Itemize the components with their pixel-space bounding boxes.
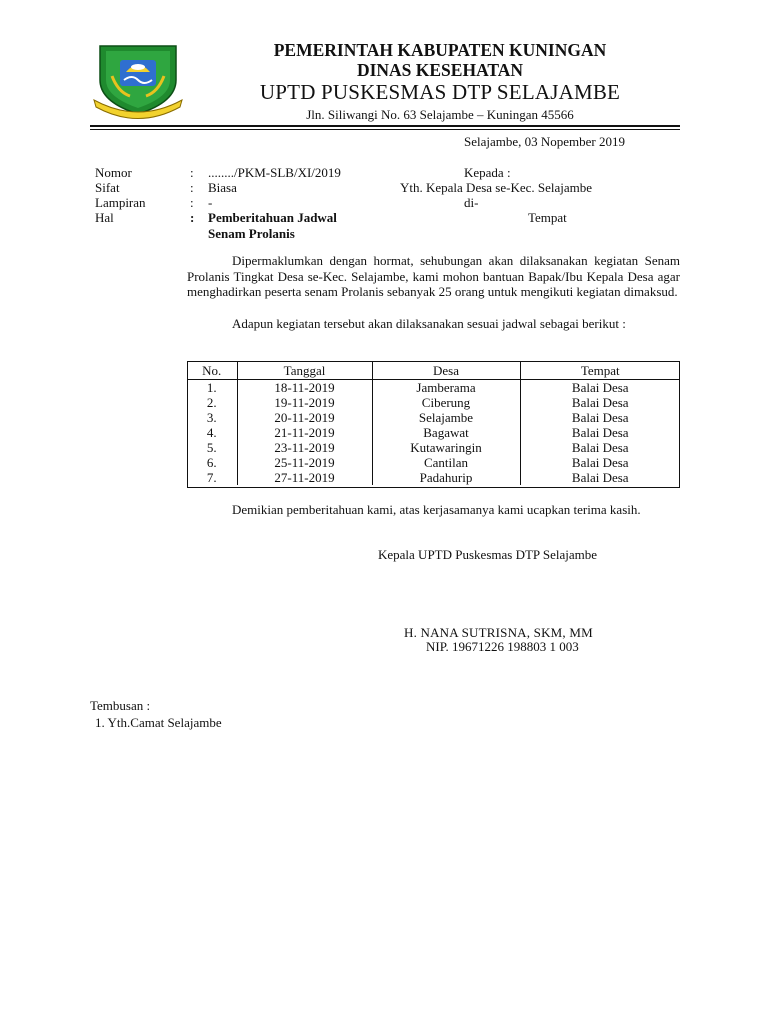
column-header-tempat: Tempat (520, 361, 680, 380)
schedule-table (187, 361, 680, 485)
cell-no: 6. (206, 455, 217, 470)
body-paragraph-2: Adapun kegiatan tersebut akan dilaksanakan sesuai jadwal sebagai berikut : (232, 316, 626, 331)
signature-title: Kepala UPTD Puskesmas DTP Selajambe (378, 547, 598, 562)
cell-desa: Selajambe (372, 410, 520, 425)
cell-tempat: Balai Desa (520, 380, 680, 396)
letterhead-address: Jln. Siliwangi No. 63 Selajambe – Kuningan 45566 (306, 107, 574, 122)
cell-no: 5. (206, 440, 217, 455)
cell-no: 1. (206, 380, 217, 395)
letterhead-rule-thin (90, 129, 680, 130)
recipient-kepada: Kepada : (464, 165, 511, 180)
letterhead-line-department: DINAS KESEHATAN (356, 60, 524, 80)
hal-value-line-1: Pemberitahuan Jadwal (208, 210, 337, 225)
cell-tanggal: 20-11-2019 (237, 410, 372, 425)
cell-desa: Ciberung (372, 395, 520, 410)
sifat-colon: : (190, 180, 194, 195)
cell-desa: Bagawat (372, 425, 520, 440)
letterhead (200, 40, 680, 124)
hal-label: Hal (95, 210, 114, 225)
column-header-tanggal: Tanggal (237, 361, 372, 380)
table-row (187, 470, 680, 485)
cell-tanggal: 27-11-2019 (237, 470, 372, 485)
column-header-no: No. (187, 361, 237, 380)
signature-nip: NIP. 19671226 198803 1 003 (426, 639, 579, 654)
recipient-di: di- (464, 195, 479, 210)
cell-tempat: Balai Desa (520, 470, 680, 485)
letter-date: Selajambe, 03 Nopember 2019 (464, 134, 626, 149)
letterhead-line-government: PEMERINTAH KABUPATEN KUNINGAN (273, 40, 607, 60)
cell-no: 2. (206, 395, 217, 410)
nomor-colon: : (190, 165, 194, 180)
sifat-value: Biasa (208, 180, 237, 195)
table-row (187, 410, 680, 425)
tembusan-item: 1. Yth.Camat Selajambe (95, 715, 222, 730)
cell-tanggal: 25-11-2019 (237, 455, 372, 470)
nomor-label: Nomor (95, 165, 132, 180)
table-header-row (187, 361, 680, 380)
column-header-desa: Desa (372, 361, 520, 380)
cell-desa: Cantilan (372, 455, 520, 470)
cell-tanggal: 19-11-2019 (237, 395, 372, 410)
cell-tempat: Balai Desa (520, 455, 680, 470)
nomor-value: ......../PKM-SLB/XI/2019 (208, 165, 341, 180)
lampiran-value: - (208, 195, 213, 210)
hal-colon: : (190, 210, 195, 225)
regency-crest-icon (90, 40, 186, 120)
cell-tempat: Balai Desa (520, 410, 680, 425)
hal-value (208, 210, 337, 242)
cell-tanggal: 23-11-2019 (237, 440, 372, 455)
cell-tempat: Balai Desa (520, 425, 680, 440)
cell-no: 3. (206, 410, 217, 425)
table-row (187, 395, 680, 410)
cell-tempat: Balai Desa (520, 440, 680, 455)
sifat-label: Sifat (95, 180, 120, 195)
table-row (187, 440, 680, 455)
cell-tempat: Balai Desa (520, 395, 680, 410)
lampiran-label: Lampiran (95, 195, 146, 210)
letterhead-line-office: UPTD PUSKESMAS DTP SELAJAMBE (259, 80, 621, 104)
cell-no: 7. (206, 470, 217, 485)
table-row (187, 380, 680, 396)
letterhead-rule-thick (90, 125, 680, 127)
table-row (187, 455, 680, 470)
cell-desa: Padahurip (372, 470, 520, 485)
lampiran-colon: : (190, 195, 194, 210)
cell-desa: Jamberama (372, 380, 520, 396)
cell-desa: Kutawaringin (372, 440, 520, 455)
cell-no: 4. (206, 425, 217, 440)
table-row (187, 425, 680, 440)
cell-tanggal: 21-11-2019 (237, 425, 372, 440)
signature-name: H. NANA SUTRISNA, SKM, MM (404, 625, 593, 640)
closing-paragraph: Demikian pemberitahuan kami, atas kerjasamanya kami ucapkan terima kasih. (232, 502, 641, 517)
body-paragraph-1: Dipermaklumkan dengan hormat, sehubungan akan dilaksanakan kegiatan Senam Prolanis Tingkat Desa se-Kec. Selajambe, kami mohon bantuan Bapak/Ibu Kepala Desa agar menghadirkan peserta senam Prolanis sebanyak 25 orang untuk mengikuti kegiatan dimaksud. (187, 253, 680, 299)
tembusan-label: Tembusan : (90, 698, 151, 713)
recipient-place: Tempat (528, 210, 567, 225)
recipient-name: Yth. Kepala Desa se-Kec. Selajambe (400, 180, 593, 195)
cell-tanggal: 18-11-2019 (237, 380, 372, 396)
hal-value-line-2: Senam Prolanis (208, 226, 295, 241)
